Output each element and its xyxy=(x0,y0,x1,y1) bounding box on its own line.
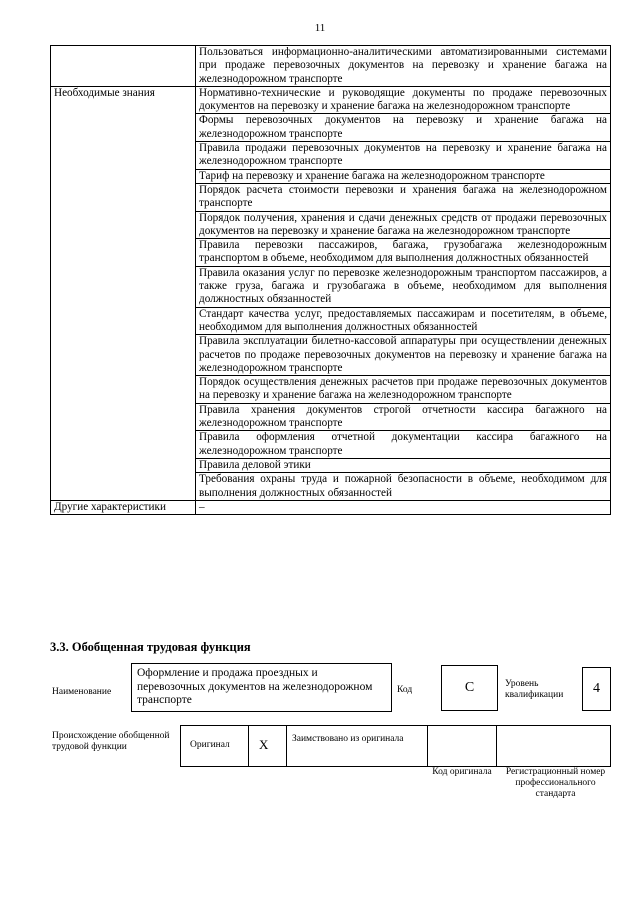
code-label: Код xyxy=(397,685,413,695)
function-name-box xyxy=(131,663,392,712)
knowledge-item: Правила продажи перевозочных документов на перевозку и хранение багажа на железнодорожном транспорте xyxy=(196,142,611,170)
other-value: – xyxy=(196,500,611,514)
knowledge-item: Порядок осуществления денежных расчетов при продаже перевозочных документов на перевозку и хранение багажа на железнодорожном транспорте xyxy=(196,376,611,404)
knowledge-table xyxy=(50,45,611,515)
section-heading: 3.3. Обобщенная трудовая функция xyxy=(50,640,251,654)
knowledge-item: Стандарт качества услуг, предоставляемых пассажирам и посетителям, в объеме, необходимом для выполнения должностных обязанностей xyxy=(196,307,611,335)
knowledge-item: Правила деловой этики xyxy=(196,458,611,472)
knowledge-item: Порядок получения, хранения и сдачи денежных средств от продажи перевозочных документов на перевозку и хранение багажа на железнодорожном транспорте xyxy=(196,211,611,239)
skills-cell: Пользоваться информационно-аналитическими автоматизированными системами при продаже перевозочных документов на перевозку и хранение багажа на железнодорожном транспорте xyxy=(196,46,611,87)
original-label: Оригинал xyxy=(190,740,230,750)
other-label: Другие характеристики xyxy=(51,500,196,514)
level-value: 4 xyxy=(593,681,600,696)
knowledge-item: Правила перевозки пассажиров, багажа, грузобагажа железнодорожным транспортом в объеме, необходимом для выполнения должностных обязанностей xyxy=(196,239,611,267)
code-value: С xyxy=(464,680,475,695)
knowledge-label: Необходимые знания xyxy=(51,86,196,500)
level-box xyxy=(582,667,611,711)
knowledge-item: Тариф на перевозку и хранение багажа на железнодорожном транспорте xyxy=(196,169,611,183)
divider xyxy=(496,725,497,767)
knowledge-item: Порядок расчета стоимости перевозки и хранения багажа на железнодорожном транспорте xyxy=(196,183,611,211)
knowledge-item: Нормативно-технические и руководящие документы по продаже перевозочных документов на перевозку и хранение багажа на железнодорожном транспорте xyxy=(196,86,611,114)
code-original-caption: Код оригинала xyxy=(432,767,492,777)
divider xyxy=(427,725,428,767)
borrowed-label: Заимствовано из оригинала xyxy=(292,734,404,744)
divider xyxy=(248,725,249,767)
origin-label: Происхождение обобщенной трудовой функции xyxy=(52,731,170,752)
page-number: 11 xyxy=(314,22,326,34)
registration-caption: Регистрационный номер профессионального стандарта xyxy=(505,767,606,799)
table-row xyxy=(51,46,611,87)
knowledge-item: Правила оформления отчетной документации кассира багажного на железнодорожном транспорте xyxy=(196,431,611,459)
divider xyxy=(286,725,287,767)
knowledge-item: Требования охраны труда и пожарной безопасности в объеме, необходимом для выполнения должностных обязанностей xyxy=(196,473,611,501)
knowledge-item: Формы перевозочных документов на перевозку и хранение багажа на железнодорожном транспорте xyxy=(196,114,611,142)
original-mark: Х xyxy=(259,737,269,752)
name-label: Наименование xyxy=(52,687,112,697)
level-label: Уровень квалификации xyxy=(505,679,564,700)
table-cell-empty xyxy=(51,46,196,87)
code-box xyxy=(441,665,498,711)
knowledge-item: Правила оказания услуг по перевозке железнодорожным транспортом пассажиров, а также груза, багажа и грузобагажа в объеме, необходимом для выполнения должностных обязанностей xyxy=(196,266,611,307)
function-name-value: Оформление и продажа проездных и перевозочных документов на железнодорожном транспорте xyxy=(137,667,373,706)
knowledge-item: Правила эксплуатации билетно-кассовой аппаратуры при осуществлении денежных расчетов по продаже перевозочных документов на перевозку и хранение багажа на железнодорожном транспорте xyxy=(196,335,611,376)
table-row xyxy=(51,86,611,114)
table-row xyxy=(51,500,611,514)
knowledge-item: Правила хранения документов строгой отчетности кассира багажного на железнодорожном транспорте xyxy=(196,403,611,431)
origin-box xyxy=(180,725,611,767)
